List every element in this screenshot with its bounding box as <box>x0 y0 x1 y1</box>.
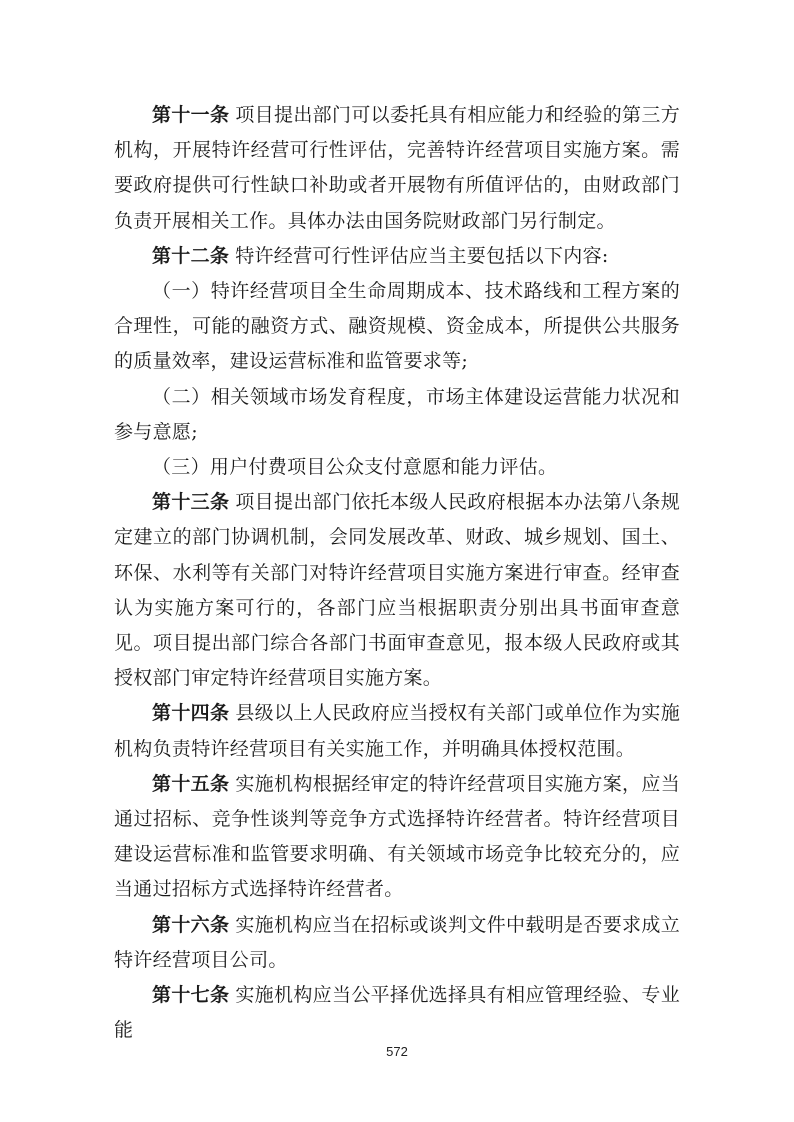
article-text: 县级以上人民政府应当授权有关部门或单位作为实施机构负责特许经营项目有关实施工作，并明确具体授权范围。 <box>114 702 680 760</box>
article-text: 实施机构应当在招标或谈判文件中载明是否要求成立特许经营项目公司。 <box>114 913 680 971</box>
article-15 <box>114 767 680 908</box>
article-14 <box>114 696 680 766</box>
article-heading: 第十三条 <box>152 491 230 514</box>
article-heading: 第十六条 <box>152 913 230 936</box>
list-item: （二）相关领域市场发育程度，市场主体建设运营能力状况和参与意愿; <box>114 385 680 443</box>
article-text: 特许经营可行性评估应当主要包括以下内容: <box>235 244 609 267</box>
body-text <box>114 98 680 1048</box>
list-item: （一）特许经营项目全生命周期成本、技术路线和工程方案的合理性，可能的融资方式、融资规模、资金成本，所提供公共服务的质量效率，建设运营标准和监管要求等; <box>114 280 680 373</box>
article-17 <box>114 978 680 1048</box>
article-11 <box>114 98 680 239</box>
article-16 <box>114 908 680 978</box>
article-heading: 第十一条 <box>152 104 230 126</box>
article-text: 项目提出部门依托本级人民政府根据本办法第八条规定建立的部门协调机制，会同发展改革、财政、城乡规划、国土、环保、水利等有关部门对特许经营项目实施方案进行审查。经审查认为实施方案可行的，各部门应当根据职责分别出具书面审查意见。项目提出部门综合各部门书面审查意见，报本级人民政府或其授权部门审定特许经营项目实施方案。 <box>114 491 680 690</box>
article-text: 实施机构根据经审定的特许经营项目实施方案，应当通过招标、竞争性谈判等竞争方式选择特许经营者。特许经营项目建设运营标准和监管要求明确、有关领域市场竞争比较充分的，应当通过招标方式选择特许经营者。 <box>114 772 680 901</box>
page-number: 572 <box>386 1044 408 1059</box>
article-text: 实施机构应当公平择优选择具有相应管理经验、专业能 <box>114 984 680 1042</box>
article-heading: 第十五条 <box>152 772 230 795</box>
article-heading: 第十二条 <box>152 244 230 267</box>
list-item: （三）用户付费项目公众支付意愿和能力评估。 <box>152 456 558 479</box>
article-12 <box>114 239 680 274</box>
article-text: 项目提出部门可以委托具有相应能力和经验的第三方机构，开展特许经营可行性评估，完善特许经营项目实施方案。需要政府提供可行性缺口补助或者开展物有所值评估的，由财政部门负责开展相关工作。具体办法由国务院财政部门另行制定。 <box>114 104 680 232</box>
article-heading: 第十七条 <box>152 984 230 1007</box>
article-13 <box>114 485 680 696</box>
article-heading: 第十四条 <box>152 702 230 725</box>
